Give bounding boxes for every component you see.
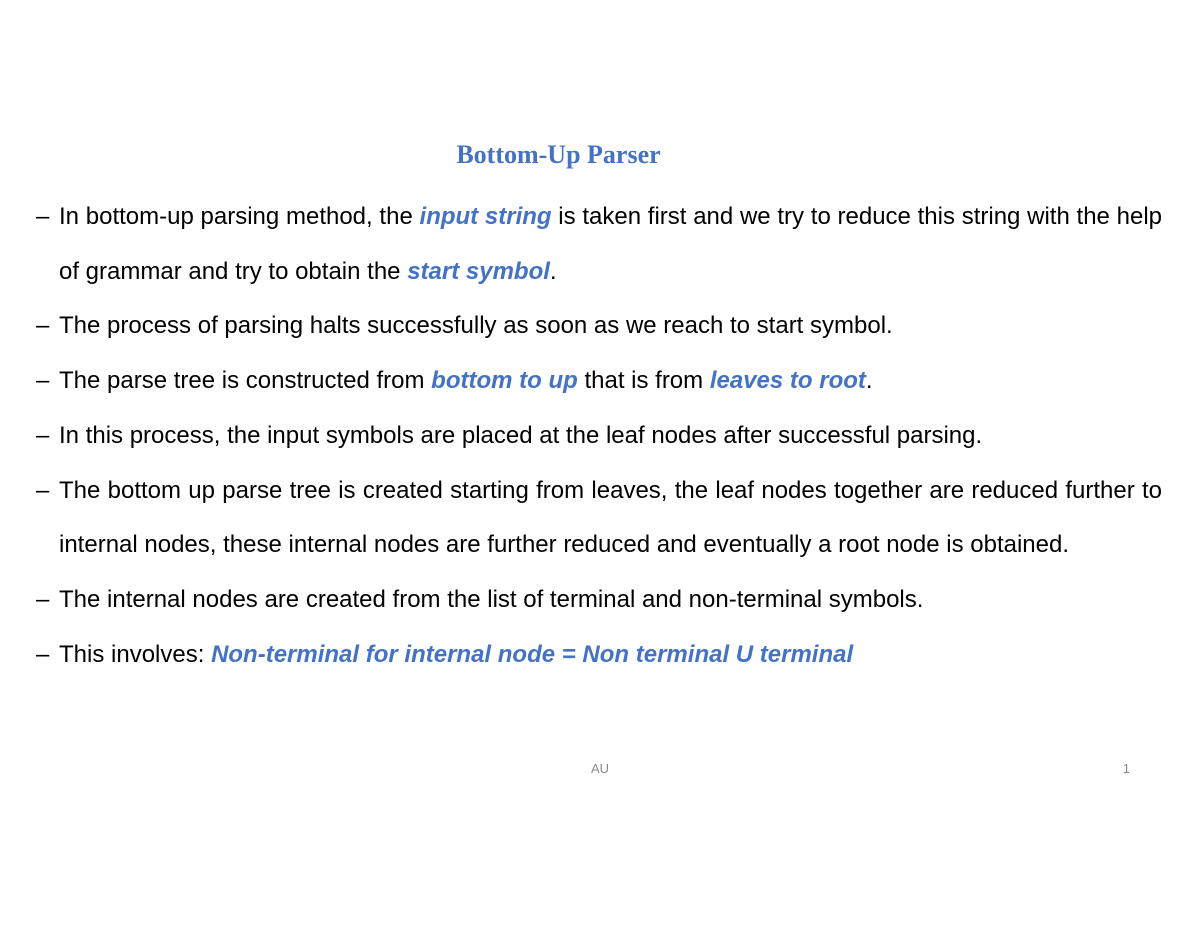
bullet-text: The parse tree is constructed from: [59, 367, 432, 395]
bullet-item: [36, 464, 1162, 573]
bullet-marker: –: [36, 421, 50, 449]
bullet-item: [36, 190, 1162, 299]
bullet-item: [36, 354, 1162, 409]
bullet-marker: –: [36, 585, 50, 613]
bullet-marker: –: [36, 203, 50, 230]
bullet-text: In bottom-up parsing method, the: [59, 203, 420, 230]
bullet-text: .: [865, 367, 873, 395]
highlight-leaves-to-root: leaves to root: [709, 367, 866, 395]
bullet-text: is taken first and we try to reduce this string with the help of grammar and try to obtain the: [59, 203, 1163, 285]
footer-label: AU: [590, 761, 610, 776]
bullet-text: The bottom up parse tree is created starting from leaves, the leaf nodes together are reduced further to internal nodes, these internal nodes are further reduced and eventually a root node is obtained.: [59, 476, 1162, 559]
bullet-marker: –: [36, 367, 50, 395]
highlight-input-string: input string: [419, 203, 552, 230]
highlight-bottom-to-up: bottom to up: [431, 367, 578, 395]
bullet-text: The internal nodes are created from the list of terminal and non-terminal symbols.: [59, 585, 924, 613]
bullet-text: This involves:: [59, 640, 212, 668]
bullet-item: [36, 628, 1162, 683]
bullet-item: [36, 573, 1162, 628]
bullet-text: .: [549, 257, 557, 285]
bullet-list: [36, 190, 1162, 682]
bullet-marker: –: [36, 640, 50, 668]
bullet-text: that is from: [577, 367, 710, 395]
bullet-item: [36, 299, 1162, 354]
bullet-item: [36, 409, 1162, 464]
highlight-start-symbol: start symbol: [407, 257, 550, 285]
page-number: 1: [1122, 761, 1130, 776]
bullet-marker: –: [36, 312, 50, 340]
highlight-formula: Non-terminal for internal node = Non terminal U terminal: [211, 640, 854, 668]
bullet-text: In this process, the input symbols are placed at the leaf nodes after successful parsing.: [59, 421, 983, 449]
slide-title: Bottom-Up Parser: [456, 140, 661, 169]
bullet-text: The process of parsing halts successfully as soon as we reach to start symbol.: [59, 312, 893, 340]
bullet-marker: –: [36, 476, 50, 504]
